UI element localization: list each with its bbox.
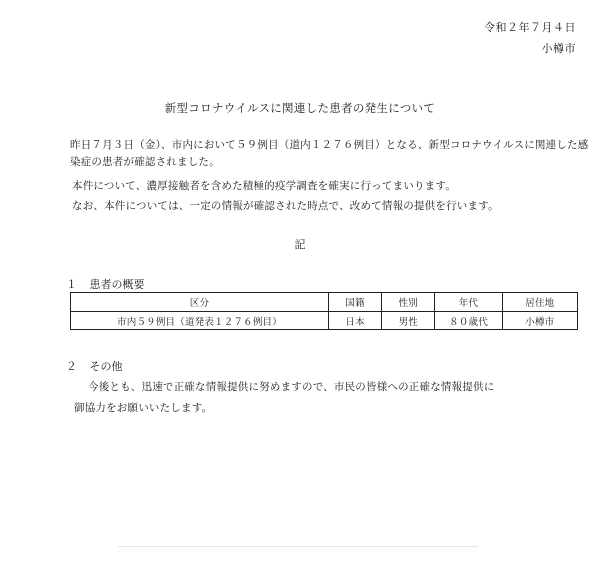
body-paragraph-2: 本件について、濃厚接触者を含めた積極的疫学調査を確実に行ってまいります。: [72, 180, 456, 192]
section-1-heading: [66, 276, 145, 292]
header-age: 年代: [435, 293, 502, 312]
cell-residence: 小樽市: [502, 312, 577, 330]
cell-nationality: 日本: [329, 312, 382, 330]
body-paragraph-3: なお、本件については、一定の情報が確認された時点で、改めて情報の提供を行います。: [72, 200, 499, 212]
cell-sex: 男性: [382, 312, 435, 330]
header-residence: 居住地: [502, 293, 577, 312]
patient-summary-table: [70, 292, 578, 330]
section-2-number: ２: [66, 360, 77, 373]
table-row: [71, 312, 578, 330]
body-paragraph-1: 昨日７月３日（金）、市内において５９例目（道内１２７６例目）となる、新型コロナウイルスに関連した感染症の患者が確認されました。: [70, 139, 589, 168]
header-nationality: 国籍: [329, 293, 382, 312]
section-2-paragraph-2: 御協力をお願いいたします。: [74, 402, 213, 414]
header-category: 区分: [71, 293, 329, 312]
section-2-title: その他: [89, 360, 123, 373]
cell-category: 市内５９例目（道発表１２７６例目）: [71, 312, 329, 330]
scan-artifact-line: [118, 546, 478, 547]
section-2-paragraph-1: 今後とも、迅速で正確な情報提供に努めますので、市民の皆様への正確な情報提供に: [88, 381, 495, 393]
issue-date: 令和２年７月４日: [484, 21, 576, 34]
ki-marker: 記: [294, 238, 306, 251]
section-1-number: １: [66, 278, 77, 291]
cell-age: ８０歳代: [435, 312, 502, 330]
section-2-heading: [66, 358, 123, 374]
table-header-row: [71, 293, 578, 312]
issuer-name: 小樽市: [541, 42, 576, 55]
document-title: 新型コロナウイルスに関連した患者の発生について: [164, 101, 436, 115]
header-sex: 性別: [382, 293, 435, 312]
section-1-title: 患者の概要: [89, 278, 145, 291]
